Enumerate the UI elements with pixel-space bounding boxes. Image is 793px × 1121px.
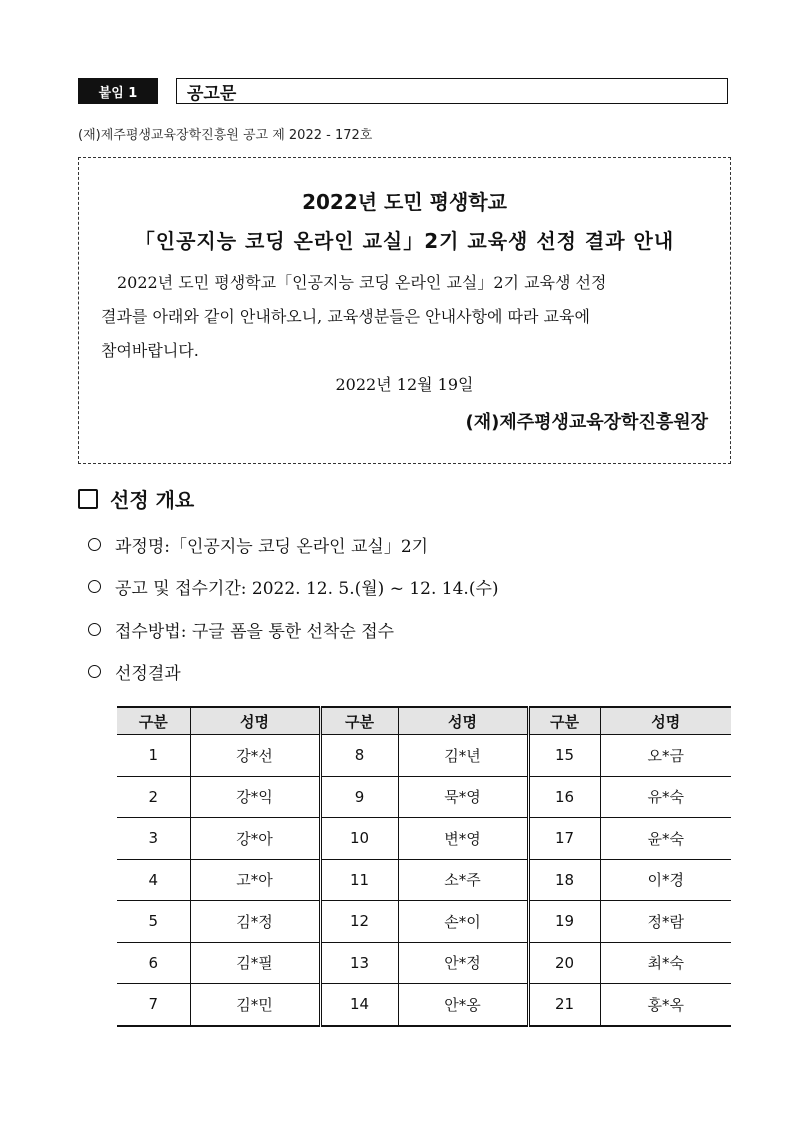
name-cell: 손*이: [398, 901, 528, 943]
notice-title-line1: 2022년 도민 평생학교: [302, 190, 507, 214]
table-header-row: [117, 707, 731, 735]
number-cell: 11: [320, 859, 398, 901]
number-cell: 15: [528, 735, 600, 777]
overview-item-text: 선정결과: [115, 664, 181, 684]
number-cell: 20: [528, 942, 600, 984]
number-cell: 2: [117, 776, 190, 818]
number-cell: 1: [117, 735, 190, 777]
name-cell: 소*주: [398, 859, 528, 901]
circle-bullet-icon: [88, 538, 101, 551]
column-header: 구분: [117, 707, 190, 735]
number-cell: 14: [320, 984, 398, 1026]
name-cell: 안*옹: [398, 984, 528, 1026]
overview-item: [88, 659, 181, 684]
name-cell: 변*영: [398, 818, 528, 860]
name-cell: 김*민: [190, 984, 320, 1026]
name-cell: 김*필: [190, 942, 320, 984]
column-header: 구분: [528, 707, 600, 735]
name-cell: 강*선: [190, 735, 320, 777]
table-row: [117, 735, 731, 777]
number-cell: 7: [117, 984, 190, 1026]
number-cell: 3: [117, 818, 190, 860]
number-cell: 9: [320, 776, 398, 818]
name-cell: 이*경: [600, 859, 731, 901]
name-cell: 고*아: [190, 859, 320, 901]
overview-item: [88, 574, 499, 599]
number-cell: 18: [528, 859, 600, 901]
section-heading: [78, 484, 194, 513]
column-header: 성명: [190, 707, 320, 735]
notice-title-line2: 「인공지능 코딩 온라인 교실」2기 교육생 선정 결과 안내: [134, 229, 675, 253]
circle-bullet-icon: [88, 665, 101, 678]
name-cell: 강*아: [190, 818, 320, 860]
overview-item-text: 접수방법: 구글 폼을 통한 선착순 접수: [115, 622, 395, 642]
number-cell: 4: [117, 859, 190, 901]
notice-box: [78, 157, 731, 464]
number-cell: 5: [117, 901, 190, 943]
notice-body: [101, 266, 712, 368]
notice-date: 2022년 12월 19일: [335, 375, 474, 394]
table-row: [117, 901, 731, 943]
section-heading-text: 선정 개요: [110, 488, 195, 512]
circle-bullet-icon: [88, 580, 101, 593]
number-cell: 19: [528, 901, 600, 943]
notice-body-line: 결과를 아래와 같이 안내하오니, 교육생분들은 안내사항에 따라 교육에: [101, 307, 590, 326]
overview-item: [88, 532, 428, 557]
name-cell: 홍*옥: [600, 984, 731, 1026]
name-cell: 최*숙: [600, 942, 731, 984]
overview-item-text: 과정명:「인공지능 코딩 온라인 교실」2기: [115, 537, 429, 557]
name-cell: 윤*숙: [600, 818, 731, 860]
square-bullet-icon: [78, 489, 98, 509]
number-cell: 12: [320, 901, 398, 943]
name-cell: 김*년: [398, 735, 528, 777]
number-cell: 16: [528, 776, 600, 818]
name-cell: 유*숙: [600, 776, 731, 818]
name-cell: 묵*영: [398, 776, 528, 818]
number-cell: 6: [117, 942, 190, 984]
column-header: 성명: [398, 707, 528, 735]
table-row: [117, 818, 731, 860]
number-cell: 17: [528, 818, 600, 860]
reference-number: (재)제주평생교육장학진흥원 공고 제 2022 - 172호: [78, 128, 373, 143]
column-header: 구분: [320, 707, 398, 735]
name-cell: 강*익: [190, 776, 320, 818]
name-cell: 안*정: [398, 942, 528, 984]
name-cell: 정*람: [600, 901, 731, 943]
number-cell: 8: [320, 735, 398, 777]
table-row: [117, 776, 731, 818]
table-row: [117, 859, 731, 901]
notice-body-line: 참여바랍니다.: [101, 341, 199, 360]
attachment-tag: 붙임 1: [78, 78, 158, 104]
name-cell: 김*정: [190, 901, 320, 943]
name-cell: 오*금: [600, 735, 731, 777]
number-cell: 21: [528, 984, 600, 1026]
circle-bullet-icon: [88, 623, 101, 636]
table-row: [117, 984, 731, 1026]
notice-body-line: 2022년 도민 평생학교「인공지능 코딩 온라인 교실」2기 교육생 선정: [117, 273, 607, 292]
table-row: [117, 942, 731, 984]
selection-result-table: [117, 706, 731, 1027]
overview-item-text: 공고 및 접수기간: 2022. 12. 5.(월) ~ 12. 14.(수): [115, 579, 499, 599]
notice-organization: (재)제주평생교육장학진흥원장: [465, 412, 708, 433]
column-header: 성명: [600, 707, 731, 735]
attachment-title: 공고문: [176, 78, 728, 104]
number-cell: 13: [320, 942, 398, 984]
number-cell: 10: [320, 818, 398, 860]
overview-item: [88, 617, 394, 642]
